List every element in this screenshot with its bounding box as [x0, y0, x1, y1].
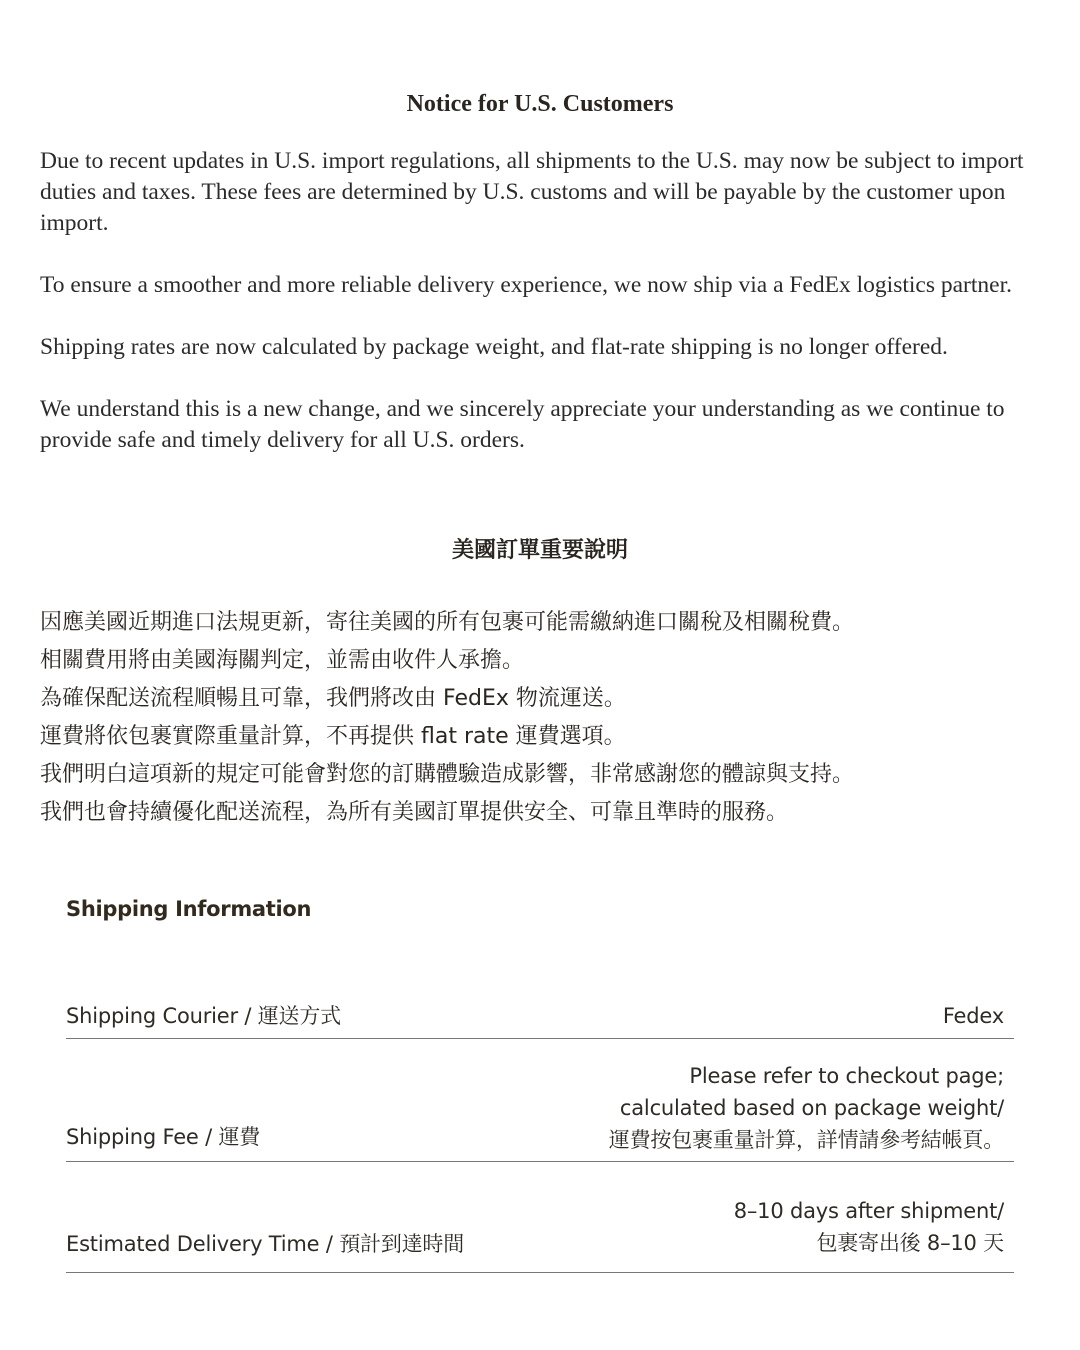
- notice-zh-line: 相關費用將由美國海關判定，並需由收件人承擔。: [40, 648, 525, 673]
- shipping-fee-row: [66, 1039, 1014, 1162]
- notice-en-paragraph: Shipping rates are now calculated by package weight, and flat-rate shipping is no longer offered.: [40, 334, 948, 360]
- shipping-courier-label: Shipping Courier / 運送方式: [66, 1004, 341, 1028]
- notice-zh-line: 我們也會持續優化配送流程，為所有美國訂單提供安全、可靠且準時的服務。: [40, 800, 789, 825]
- notice-zh-line: 因應美國近期進口法規更新，寄往美國的所有包裹可能需繳納進口關稅及相關稅費。: [40, 610, 855, 635]
- notice-zh-line: 為確保配送流程順暢且可靠，我們將改由 FedEx 物流運送。: [40, 686, 626, 711]
- estimated-delivery-label: Estimated Delivery Time / 預計到達時間: [66, 1232, 465, 1256]
- estimated-delivery-value: 8–10 days after shipment/ 包裹寄出後 8–10 天: [733, 1199, 1004, 1255]
- shipping-information-title: Shipping Information: [66, 897, 312, 921]
- notice-en-title: Notice for U.S. Customers: [406, 91, 674, 117]
- notice-zh: [40, 532, 1040, 832]
- notice-zh-line: 運費將依包裹實際重量計算，不再提供 flat rate 運費選項。: [40, 724, 626, 749]
- notice-zh-body: [40, 604, 1040, 832]
- notice-en-paragraph: Due to recent updates in U.S. import regulations, all shipments to the U.S. may now be subject to import duties and taxes. These fees are determined by U.S. customs and will be payable by the customer upon import.: [40, 148, 1024, 236]
- shipping-fee-value: Please refer to checkout page; calculated based on package weight/ 運費按包裹重量計算，詳情請參考結帳頁。: [608, 1064, 1004, 1152]
- notice-en-paragraph: We understand this is a new change, and we sincerely appreciate your understanding as we continue to provide safe and timely delivery for all U.S. orders.: [40, 396, 1005, 453]
- shipping-information: [66, 890, 1014, 1273]
- notice-zh-line: 我們明白這項新的規定可能會對您的訂購體驗造成影響，非常感謝您的體諒與支持。: [40, 762, 855, 787]
- shipping-courier-row: [66, 972, 1014, 1039]
- shipping-fee-label: Shipping Fee / 運費: [66, 1125, 261, 1149]
- shipping-courier-value: Fedex: [942, 1004, 1004, 1028]
- notice-en-paragraph: To ensure a smoother and more reliable delivery experience, we now ship via a FedEx logistics partner.: [40, 272, 1012, 298]
- notice-zh-title: 美國訂單重要說明: [451, 538, 628, 563]
- notice-en: [40, 86, 1040, 487]
- estimated-delivery-row: [66, 1162, 1014, 1273]
